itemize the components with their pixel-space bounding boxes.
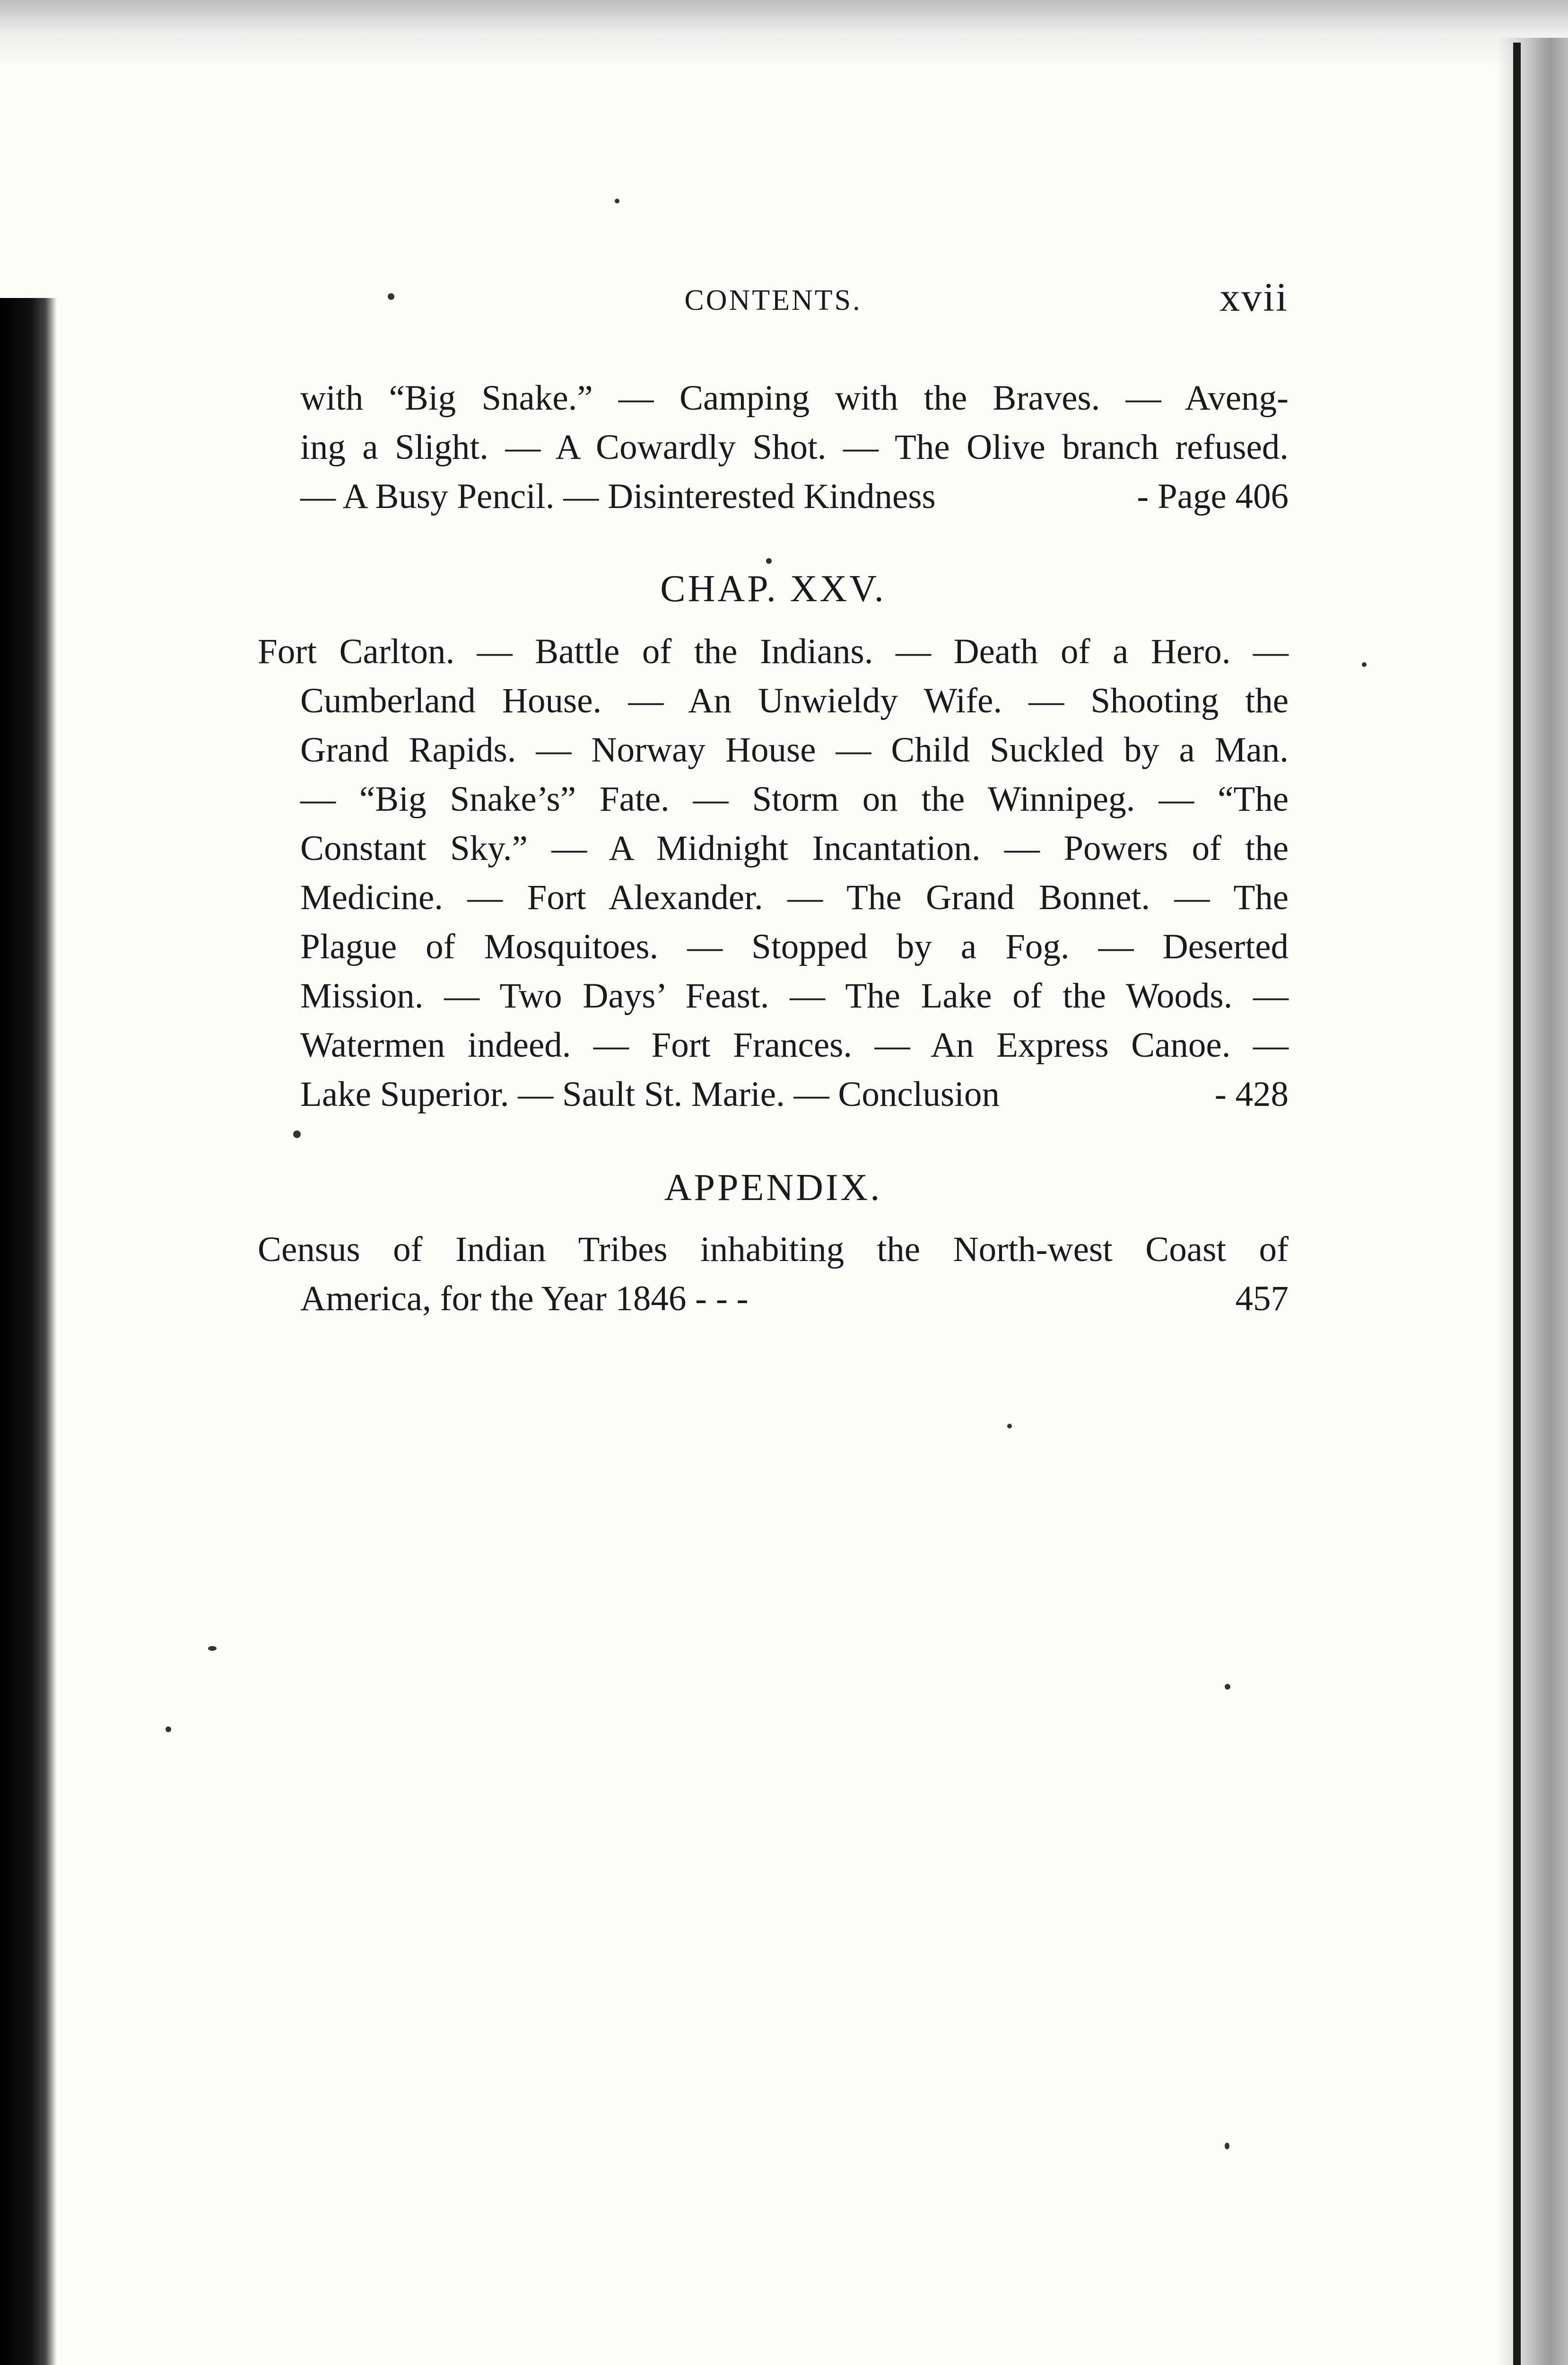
contents-line: Medicine. — Fort Alexander. — The Grand Bonnet. — The [300, 878, 1289, 917]
page-number: xvii [1220, 274, 1289, 320]
scan-spine-shadow [0, 298, 57, 2365]
contents-line: ing a Slight. — A Cowardly Shot. — The Olive branch refused. [300, 428, 1289, 467]
contents-line: with “Big Snake.” — Camping with the Braves. — Aveng- [300, 378, 1289, 418]
contents-line: Census of Indian Tribes inhabiting the North-west Coast of [258, 1230, 1289, 1269]
contents-line: Watermen indeed. — Fort Frances. — An Express Canoe. — [300, 1025, 1289, 1065]
contents-line-text: Lake Superior. — Sault St. Marie. — Conclusion [300, 1075, 1000, 1114]
contents-line-with-page [300, 472, 1289, 521]
running-head [258, 274, 1289, 331]
contents-line-text: — A Busy Pencil. — Disinterested Kindness [300, 477, 936, 516]
scan-top-edge [0, 0, 1568, 66]
page-reference: - 428 [1214, 1075, 1289, 1114]
contents-line: Grand Rapids. — Norway House — Child Suckled by a Man. [300, 730, 1289, 770]
running-title: CONTENTS. [684, 284, 862, 316]
contents-line: — “Big Snake’s” Fate. — Storm on the Winnipeg. — “The [300, 780, 1289, 819]
page-reference: 457 [1235, 1279, 1289, 1318]
contents-line: Fort Carlton. — Battle of the Indians. — Death of a Hero. — [258, 632, 1289, 671]
contents-line-with-page [300, 1070, 1289, 1119]
contents-line: Constant Sky.” — A Midnight Incantation. — Powers of the [300, 829, 1289, 868]
appendix-heading: APPENDIX. [664, 1167, 882, 1209]
contents-line: Plague of Mosquitoes. — Stopped by a Fog. — Deserted [300, 927, 1289, 966]
chapter-heading: CHAP. XXV. [660, 568, 886, 610]
scan-right-edge-line [1513, 43, 1521, 2365]
page-reference: - Page 406 [1137, 477, 1289, 516]
contents-line-with-page [300, 1274, 1289, 1323]
contents-line: Cumberland House. — An Unwieldy Wife. — Shooting the [300, 681, 1289, 720]
contents-line: Mission. — Two Days’ Feast. — The Lake of the Woods. — [300, 976, 1289, 1016]
scan-right-edge [1497, 38, 1568, 2365]
contents-line-text: America, for the Year 1846 - - - [300, 1279, 749, 1318]
